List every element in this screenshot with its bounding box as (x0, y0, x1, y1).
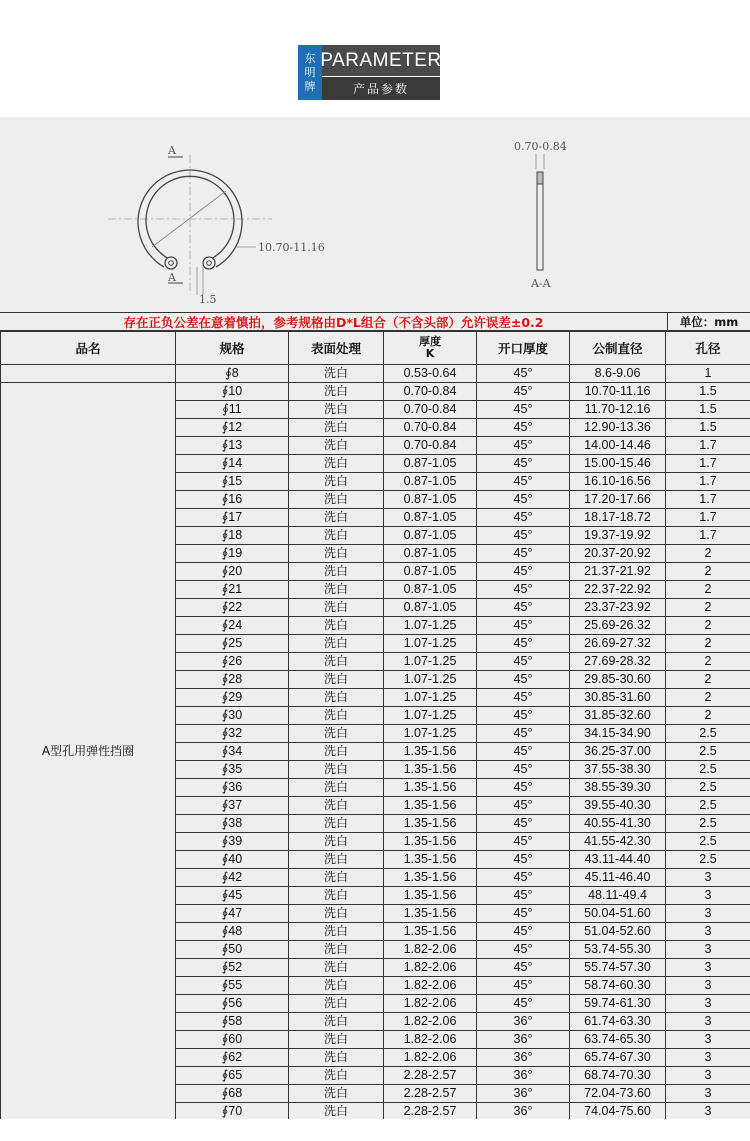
finish-cell: 洗白 (289, 995, 384, 1013)
thickness-cell: 0.87-1.05 (384, 563, 477, 581)
hole-diameter-cell: 3 (666, 1013, 750, 1031)
hole-diameter-cell: 2 (666, 599, 750, 617)
thickness-cell: 0.87-1.05 (384, 509, 477, 527)
opening-angle-cell: 45° (477, 455, 570, 473)
header-thickness (384, 332, 477, 365)
hole-diameter-cell: 1.5 (666, 419, 750, 437)
spec-cell: ∮26 (176, 653, 289, 671)
metric-diameter-cell: 74.04-75.60 (570, 1103, 666, 1121)
opening-angle-cell: 45° (477, 383, 570, 401)
spec-cell: ∮48 (176, 923, 289, 941)
opening-angle-cell: 45° (477, 941, 570, 959)
opening-angle-cell: 45° (477, 815, 570, 833)
metric-diameter-cell: 59.74-61.30 (570, 995, 666, 1013)
thickness-cell: 0.87-1.05 (384, 455, 477, 473)
finish-cell: 洗白 (289, 473, 384, 491)
finish-cell: 洗白 (289, 851, 384, 869)
section-profile (537, 172, 543, 270)
spec-cell: ∮32 (176, 725, 289, 743)
diameter-dimension: 10.70-11.16 (258, 241, 325, 254)
thickness-cell: 1.35-1.56 (384, 905, 477, 923)
spec-cell: ∮11 (176, 401, 289, 419)
finish-cell: 洗白 (289, 1031, 384, 1049)
spec-cell: ∮28 (176, 671, 289, 689)
spec-cell: ∮21 (176, 581, 289, 599)
spec-cell: ∮22 (176, 599, 289, 617)
metric-diameter-cell: 48.11-49.4 (570, 887, 666, 905)
thickness-cell: 1.07-1.25 (384, 725, 477, 743)
table-row (1, 383, 750, 401)
thickness-cell: 1.82-2.06 (384, 1049, 477, 1067)
opening-angle-cell: 45° (477, 653, 570, 671)
thickness-cell: 1.82-2.06 (384, 995, 477, 1013)
spec-cell: ∮70 (176, 1103, 289, 1121)
hole-diameter-cell: 1.7 (666, 437, 750, 455)
thickness-cell: 2.28-2.57 (384, 1067, 477, 1085)
spec-cell: ∮38 (176, 815, 289, 833)
opening-angle-cell: 45° (477, 833, 570, 851)
metric-diameter-cell: 55.74-57.30 (570, 959, 666, 977)
metric-diameter-cell: 40.55-41.30 (570, 815, 666, 833)
section-hatch (537, 172, 543, 184)
spec-table (0, 331, 750, 1121)
table-header-row (1, 332, 750, 365)
hole-diameter-cell: 3 (666, 869, 750, 887)
finish-cell: 洗白 (289, 491, 384, 509)
finish-cell: 洗白 (289, 959, 384, 977)
opening-angle-cell: 45° (477, 977, 570, 995)
notice-bar (0, 312, 750, 331)
finish-cell: 洗白 (289, 509, 384, 527)
section-view-label: A-A (531, 277, 551, 290)
finish-cell: 洗白 (289, 887, 384, 905)
metric-diameter-cell: 18.17-18.72 (570, 509, 666, 527)
header-finish: 表面处理 (289, 332, 384, 365)
hole-diameter-cell: 1 (666, 365, 750, 383)
spec-cell: ∮68 (176, 1085, 289, 1103)
thickness-cell: 1.35-1.56 (384, 797, 477, 815)
metric-diameter-cell: 12.90-13.36 (570, 419, 666, 437)
metric-diameter-cell: 68.74-70.30 (570, 1067, 666, 1085)
opening-angle-cell: 45° (477, 365, 570, 383)
thickness-cell: 1.07-1.25 (384, 689, 477, 707)
spec-cell: ∮24 (176, 617, 289, 635)
opening-angle-cell: 45° (477, 743, 570, 761)
metric-diameter-cell: 50.04-51.60 (570, 905, 666, 923)
spec-cell: ∮58 (176, 1013, 289, 1031)
spec-cell: ∮16 (176, 491, 289, 509)
table-row (1, 365, 750, 383)
finish-cell: 洗白 (289, 527, 384, 545)
brand-char: 牌 (304, 79, 316, 93)
finish-cell: 洗白 (289, 941, 384, 959)
metric-diameter-cell: 36.25-37.00 (570, 743, 666, 761)
thickness-cell: 1.35-1.56 (384, 833, 477, 851)
finish-cell: 洗白 (289, 383, 384, 401)
hole-diameter-cell: 3 (666, 923, 750, 941)
metric-diameter-cell: 63.74-65.30 (570, 1031, 666, 1049)
finish-cell: 洗白 (289, 761, 384, 779)
opening-angle-cell: 45° (477, 401, 570, 419)
metric-diameter-cell: 16.10-16.56 (570, 473, 666, 491)
hole-diameter-cell: 2 (666, 671, 750, 689)
header-thickness-label: 厚度 (419, 335, 441, 348)
bottom-margin (0, 1119, 750, 1141)
parameter-badge (298, 45, 440, 100)
thickness-cell: 0.87-1.05 (384, 599, 477, 617)
opening-angle-cell: 36° (477, 1103, 570, 1121)
hole-diameter-cell: 2.5 (666, 797, 750, 815)
finish-cell: 洗白 (289, 419, 384, 437)
metric-diameter-cell: 45.11-46.40 (570, 869, 666, 887)
header-spec: 规格 (176, 332, 289, 365)
opening-angle-cell: 45° (477, 797, 570, 815)
spec-cell: ∮45 (176, 887, 289, 905)
opening-angle-cell: 36° (477, 1031, 570, 1049)
product-name-cell: A型孔用弹性挡圈 (1, 383, 176, 1121)
spec-cell: ∮56 (176, 995, 289, 1013)
metric-diameter-cell: 8.6-9.06 (570, 365, 666, 383)
spec-cell: ∮13 (176, 437, 289, 455)
hole-diameter-cell: 3 (666, 959, 750, 977)
metric-diameter-cell: 72.04-73.60 (570, 1085, 666, 1103)
thickness-cell: 0.87-1.05 (384, 473, 477, 491)
finish-cell: 洗白 (289, 977, 384, 995)
spec-cell: ∮30 (176, 707, 289, 725)
product-name-blank (1, 365, 176, 383)
finish-cell: 洗白 (289, 815, 384, 833)
hole-diameter-cell: 2 (666, 581, 750, 599)
hole-diameter-cell: 3 (666, 905, 750, 923)
spec-cell: ∮20 (176, 563, 289, 581)
hole-diameter-cell: 2.5 (666, 761, 750, 779)
opening-angle-cell: 45° (477, 491, 570, 509)
spec-cell: ∮39 (176, 833, 289, 851)
thickness-cell: 1.82-2.06 (384, 1013, 477, 1031)
thickness-cell: 1.35-1.56 (384, 923, 477, 941)
finish-cell: 洗白 (289, 689, 384, 707)
spec-cell: ∮60 (176, 1031, 289, 1049)
metric-diameter-cell: 17.20-17.66 (570, 491, 666, 509)
hole-diameter-cell: 2 (666, 563, 750, 581)
opening-angle-cell: 45° (477, 851, 570, 869)
finish-cell: 洗白 (289, 653, 384, 671)
gap-dimension: 1.5 (199, 293, 217, 306)
brand-char: 明 (304, 65, 316, 79)
opening-angle-cell: 45° (477, 635, 570, 653)
section-subtitle: 产品参数 (322, 76, 440, 100)
spec-cell: ∮34 (176, 743, 289, 761)
finish-cell: 洗白 (289, 1103, 384, 1121)
hole-diameter-cell: 2.5 (666, 815, 750, 833)
spec-cell: ∮12 (176, 419, 289, 437)
spec-cell: ∮35 (176, 761, 289, 779)
thickness-cell: 0.87-1.05 (384, 545, 477, 563)
hole-diameter-cell: 1.7 (666, 527, 750, 545)
thickness-cell: 0.87-1.05 (384, 491, 477, 509)
opening-angle-cell: 45° (477, 779, 570, 797)
metric-diameter-cell: 20.37-20.92 (570, 545, 666, 563)
finish-cell: 洗白 (289, 635, 384, 653)
spec-cell: ∮10 (176, 383, 289, 401)
thickness-cell: 0.87-1.05 (384, 527, 477, 545)
finish-cell: 洗白 (289, 923, 384, 941)
hole-diameter-cell: 3 (666, 1049, 750, 1067)
metric-diameter-cell: 19.37-19.92 (570, 527, 666, 545)
opening-angle-cell: 45° (477, 725, 570, 743)
hole-diameter-cell: 1.7 (666, 509, 750, 527)
spec-cell: ∮8 (176, 365, 289, 383)
thickness-cell: 1.35-1.56 (384, 815, 477, 833)
hole-diameter-cell: 3 (666, 1103, 750, 1121)
table-body (1, 365, 750, 1121)
finish-cell: 洗白 (289, 833, 384, 851)
spec-cell: ∮37 (176, 797, 289, 815)
finish-cell: 洗白 (289, 365, 384, 383)
finish-cell: 洗白 (289, 455, 384, 473)
thickness-cell: 2.28-2.57 (384, 1103, 477, 1121)
thickness-cell: 1.82-2.06 (384, 977, 477, 995)
hole-diameter-cell: 1.7 (666, 491, 750, 509)
hole-diameter-cell: 2.5 (666, 743, 750, 761)
hole-diameter-cell: 1.5 (666, 401, 750, 419)
hole-diameter-cell: 2 (666, 653, 750, 671)
hole-diameter-cell: 1.7 (666, 455, 750, 473)
thickness-cell: 1.35-1.56 (384, 869, 477, 887)
metric-diameter-cell: 26.69-27.32 (570, 635, 666, 653)
metric-diameter-cell: 65.74-67.30 (570, 1049, 666, 1067)
finish-cell: 洗白 (289, 617, 384, 635)
page-header (0, 0, 750, 117)
finish-cell: 洗白 (289, 1049, 384, 1067)
thickness-cell: 1.35-1.56 (384, 761, 477, 779)
metric-diameter-cell: 37.55-38.30 (570, 761, 666, 779)
finish-cell: 洗白 (289, 671, 384, 689)
opening-angle-cell: 36° (477, 1085, 570, 1103)
finish-cell: 洗白 (289, 743, 384, 761)
spec-cell: ∮62 (176, 1049, 289, 1067)
hole-diameter-cell: 2.5 (666, 779, 750, 797)
metric-diameter-cell: 51.04-52.60 (570, 923, 666, 941)
header-thickness-sub: K (425, 347, 435, 360)
hole-diameter-cell: 3 (666, 941, 750, 959)
metric-diameter-cell: 23.37-23.92 (570, 599, 666, 617)
opening-angle-cell: 45° (477, 761, 570, 779)
thickness-cell: 1.82-2.06 (384, 1031, 477, 1049)
metric-diameter-cell: 61.74-63.30 (570, 1013, 666, 1031)
spec-cell: ∮55 (176, 977, 289, 995)
header-product-name: 品名 (1, 332, 176, 365)
finish-cell: 洗白 (289, 599, 384, 617)
hole-diameter-cell: 2 (666, 707, 750, 725)
hole-diameter-cell: 2.5 (666, 851, 750, 869)
opening-angle-cell: 45° (477, 617, 570, 635)
hole-diameter-cell: 2 (666, 617, 750, 635)
hole-diameter-cell: 2 (666, 545, 750, 563)
metric-diameter-cell: 10.70-11.16 (570, 383, 666, 401)
metric-diameter-cell: 38.55-39.30 (570, 779, 666, 797)
spec-cell: ∮40 (176, 851, 289, 869)
hole-diameter-cell: 2.5 (666, 725, 750, 743)
opening-angle-cell: 45° (477, 581, 570, 599)
opening-angle-cell: 45° (477, 545, 570, 563)
thickness-cell: 1.07-1.25 (384, 635, 477, 653)
finish-cell: 洗白 (289, 905, 384, 923)
finish-cell: 洗白 (289, 725, 384, 743)
header-metric-diameter: 公制直径 (570, 332, 666, 365)
metric-diameter-cell: 11.70-12.16 (570, 401, 666, 419)
opening-angle-cell: 45° (477, 599, 570, 617)
thickness-cell: 1.07-1.25 (384, 707, 477, 725)
lug-right (203, 257, 215, 269)
brand-mark (298, 45, 322, 100)
thickness-cell: 1.35-1.56 (384, 743, 477, 761)
hole-diameter-cell: 2.5 (666, 833, 750, 851)
metric-diameter-cell: 31.85-32.60 (570, 707, 666, 725)
finish-cell: 洗白 (289, 1085, 384, 1103)
finish-cell: 洗白 (289, 581, 384, 599)
spec-cell: ∮17 (176, 509, 289, 527)
thickness-cell: 0.70-0.84 (384, 401, 477, 419)
thickness-cell: 0.70-0.84 (384, 437, 477, 455)
finish-cell: 洗白 (289, 869, 384, 887)
metric-diameter-cell: 14.00-14.46 (570, 437, 666, 455)
opening-angle-cell: 45° (477, 707, 570, 725)
opening-angle-cell: 45° (477, 509, 570, 527)
finish-cell: 洗白 (289, 797, 384, 815)
hole-diameter-cell: 1.5 (666, 383, 750, 401)
thickness-cell: 1.07-1.25 (384, 617, 477, 635)
section-label-bottom: A (168, 271, 176, 284)
thickness-cell: 1.82-2.06 (384, 941, 477, 959)
hole-diameter-cell: 2 (666, 635, 750, 653)
thickness-cell: 1.35-1.56 (384, 779, 477, 797)
opening-angle-cell: 45° (477, 995, 570, 1013)
opening-angle-cell: 45° (477, 869, 570, 887)
metric-diameter-cell: 25.69-26.32 (570, 617, 666, 635)
finish-cell: 洗白 (289, 707, 384, 725)
spec-cell: ∮18 (176, 527, 289, 545)
opening-angle-cell: 45° (477, 887, 570, 905)
spec-cell: ∮29 (176, 689, 289, 707)
metric-diameter-cell: 39.55-40.30 (570, 797, 666, 815)
hole-diameter-cell: 3 (666, 1067, 750, 1085)
metric-diameter-cell: 53.74-55.30 (570, 941, 666, 959)
section-title: PARAMETER (322, 45, 440, 76)
finish-cell: 洗白 (289, 563, 384, 581)
thickness-cell: 1.35-1.56 (384, 851, 477, 869)
thickness-cell: 0.53-0.64 (384, 365, 477, 383)
thickness-cell: 1.07-1.25 (384, 671, 477, 689)
metric-diameter-cell: 21.37-21.92 (570, 563, 666, 581)
section-label-top: A (168, 144, 176, 157)
header-hole-diameter: 孔径 (666, 332, 750, 365)
opening-angle-cell: 45° (477, 473, 570, 491)
spec-cell: ∮52 (176, 959, 289, 977)
finish-cell: 洗白 (289, 545, 384, 563)
finish-cell: 洗白 (289, 779, 384, 797)
opening-angle-cell: 36° (477, 1049, 570, 1067)
thickness-cell: 1.35-1.56 (384, 887, 477, 905)
opening-angle-cell: 45° (477, 689, 570, 707)
technical-drawing (0, 117, 750, 312)
hole-diameter-cell: 3 (666, 887, 750, 905)
spec-cell: ∮36 (176, 779, 289, 797)
opening-angle-cell: 45° (477, 959, 570, 977)
lug-left (165, 257, 177, 269)
metric-diameter-cell: 30.85-31.60 (570, 689, 666, 707)
spec-cell: ∮42 (176, 869, 289, 887)
metric-diameter-cell: 22.37-22.92 (570, 581, 666, 599)
hole-diameter-cell: 3 (666, 1085, 750, 1103)
hole-diameter-cell: 1.7 (666, 473, 750, 491)
spec-cell: ∮50 (176, 941, 289, 959)
finish-cell: 洗白 (289, 1067, 384, 1085)
opening-angle-cell: 45° (477, 671, 570, 689)
opening-angle-cell: 45° (477, 527, 570, 545)
thickness-cell: 0.70-0.84 (384, 419, 477, 437)
opening-angle-cell: 45° (477, 923, 570, 941)
metric-diameter-cell: 58.74-60.30 (570, 977, 666, 995)
metric-diameter-cell: 15.00-15.46 (570, 455, 666, 473)
metric-diameter-cell: 43.11-44.40 (570, 851, 666, 869)
drawing-svg (0, 117, 750, 312)
metric-diameter-cell: 27.69-28.32 (570, 653, 666, 671)
metric-diameter-cell: 34.15-34.90 (570, 725, 666, 743)
metric-diameter-cell: 41.55-42.30 (570, 833, 666, 851)
unit-label: 单位：mm (679, 314, 739, 329)
hole-diameter-cell: 2 (666, 689, 750, 707)
opening-angle-cell: 36° (477, 1013, 570, 1031)
brand-char: 东 (304, 51, 316, 65)
spec-cell: ∮47 (176, 905, 289, 923)
finish-cell: 洗白 (289, 401, 384, 419)
thickness-cell: 0.87-1.05 (384, 581, 477, 599)
tolerance-notice: 存在正负公差在意着慎拍，参考规格由D*L组合（不含头部）允许误差±0.2 (0, 313, 668, 330)
spec-cell: ∮65 (176, 1067, 289, 1085)
hole-diameter-cell: 3 (666, 1031, 750, 1049)
thickness-dimension: 0.70-0.84 (514, 140, 567, 153)
opening-angle-cell: 45° (477, 905, 570, 923)
hole-diameter-cell: 3 (666, 995, 750, 1013)
hole-diameter-cell: 3 (666, 977, 750, 995)
opening-angle-cell: 45° (477, 563, 570, 581)
header-opening-angle: 开口厚度 (477, 332, 570, 365)
thickness-cell: 1.07-1.25 (384, 653, 477, 671)
metric-diameter-cell: 29.85-30.60 (570, 671, 666, 689)
thickness-cell: 1.82-2.06 (384, 959, 477, 977)
opening-angle-cell: 45° (477, 419, 570, 437)
spec-cell: ∮14 (176, 455, 289, 473)
spec-cell: ∮19 (176, 545, 289, 563)
spec-cell: ∮15 (176, 473, 289, 491)
thickness-cell: 2.28-2.57 (384, 1085, 477, 1103)
spec-cell: ∮25 (176, 635, 289, 653)
finish-cell: 洗白 (289, 437, 384, 455)
finish-cell: 洗白 (289, 1013, 384, 1031)
opening-angle-cell: 45° (477, 437, 570, 455)
thickness-cell: 0.70-0.84 (384, 383, 477, 401)
opening-angle-cell: 36° (477, 1067, 570, 1085)
